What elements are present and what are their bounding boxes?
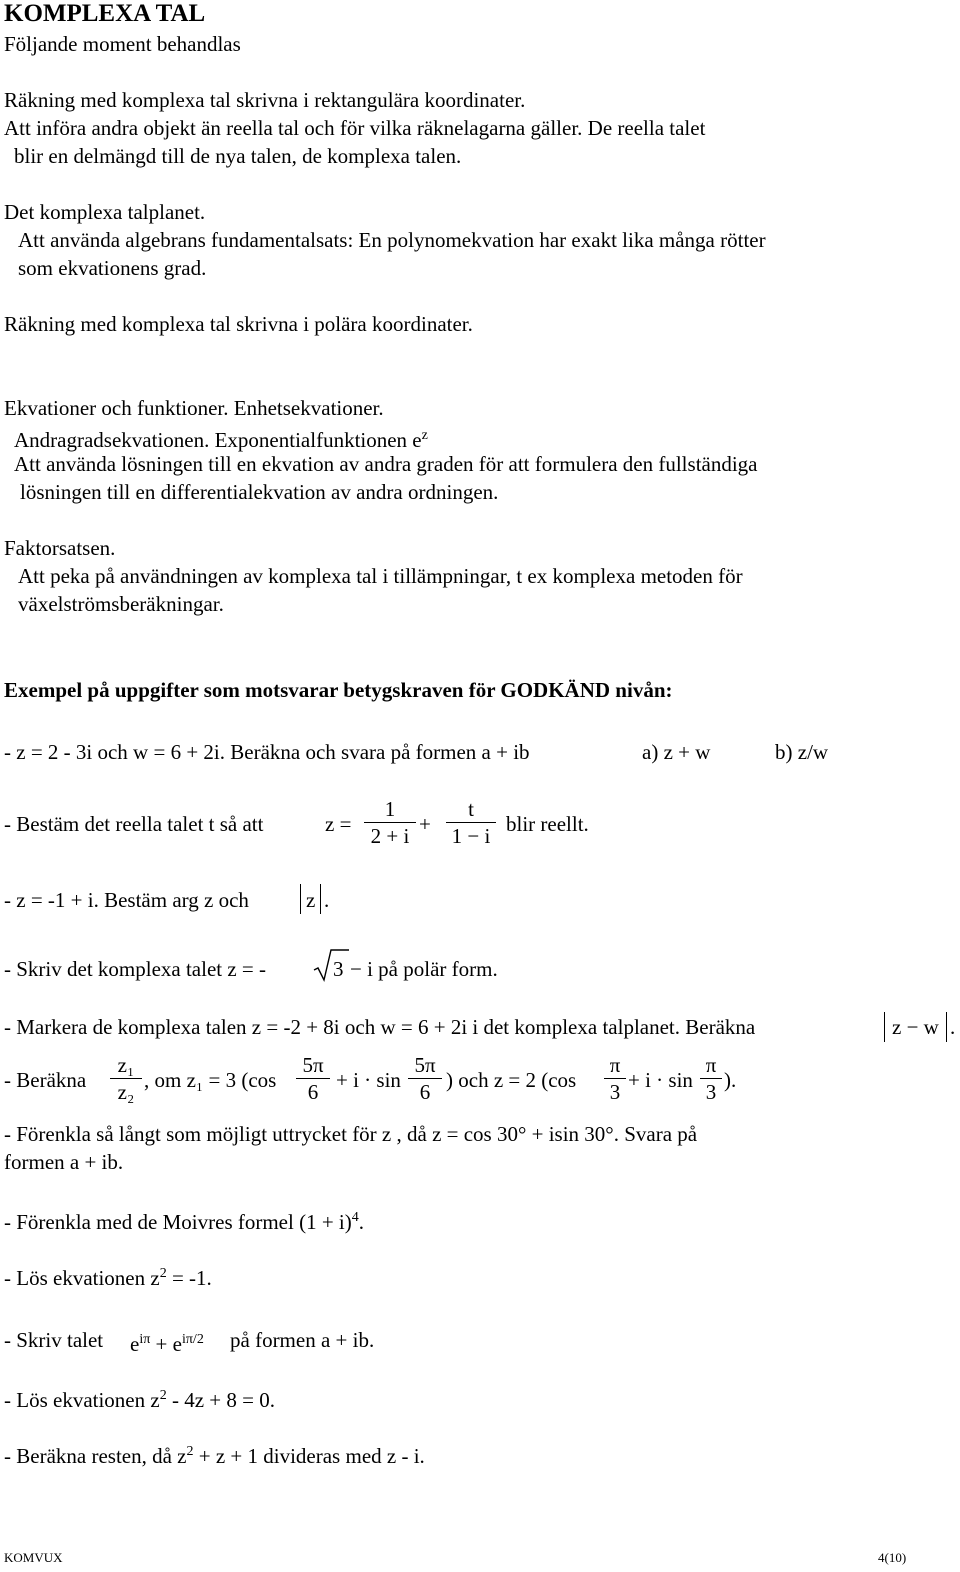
footer-left: KOMVUX xyxy=(4,1550,63,1565)
page-number: 4(10) xyxy=(878,1550,907,1565)
task-3-text: - z = -1 + i. Bestäm arg z och xyxy=(4,888,249,912)
task-10-expr: $e^{i\pi} + e^{i\pi/2}$ xyxy=(130,1332,204,1356)
fraction-pi-3: π 3 xyxy=(604,1052,626,1105)
moment-line: Ekvationer och funktioner. Enhetsekvationer. xyxy=(4,396,384,420)
task-10-post: på formen a + ib. xyxy=(230,1328,375,1352)
moment-line: Det komplexa talplanet. xyxy=(4,200,206,224)
task-4-text: - Skriv det komplexa talet z = - xyxy=(4,957,267,981)
task-4-post: − i på polär form. xyxy=(350,957,498,981)
fraction-5pi-6: 5π 6 xyxy=(408,1052,442,1105)
page-title: KOMPLEXA TAL xyxy=(4,0,206,27)
task-6-text: - Beräkna xyxy=(4,1068,87,1092)
fraction-pi-3: π 3 xyxy=(700,1052,722,1105)
plus-i-sin: + i · sin xyxy=(336,1068,401,1092)
task-2-text: - Bestäm det reella talet t så att xyxy=(4,812,264,836)
moment-line: Att peka på användningen av komplexa tal i tillämpningar, t ex komplexa metoden för xyxy=(18,564,743,588)
moment-line: Att införa andra objekt än reella tal och för vilka räknelagarna gäller. De reella talet xyxy=(4,116,706,140)
task-5-text: - Markera de komplexa talen z = -2 + 8i och w = 6 + 2i i det komplexa talplanet. Beräkna xyxy=(4,1015,756,1039)
task-1-part-a: a) z + w xyxy=(642,740,711,764)
moment-line: som ekvationens grad. xyxy=(18,256,207,280)
task-7-line2: formen a + ib. xyxy=(4,1150,124,1174)
task-3-abs: z xyxy=(306,888,316,912)
fraction-5pi-6: 5π 6 xyxy=(296,1052,330,1105)
task-1: - z = 2 - 3i och w = 6 + 2i. Beräkna och svara på formen a + ib xyxy=(4,740,530,764)
plus-sign: + xyxy=(419,812,431,836)
subtitle: Följande moment behandlas xyxy=(4,32,241,56)
task-2-zeq: z = xyxy=(325,812,352,836)
moment-line: Att använda algebrans fundamentalsats: En polynomekvation har exakt lika många rötter xyxy=(18,228,766,252)
plus-i-sin: + i · sin xyxy=(628,1068,693,1092)
task-12: - Beräkna resten, då $z^2 + z + 1$ divideras med z - i. xyxy=(4,1444,425,1468)
abs-bar-right xyxy=(946,1012,947,1042)
moment-line: Att använda lösningen till en ekvation av andra graden för att formulera den fullständiga xyxy=(14,452,758,476)
fraction-2: t 1 − i xyxy=(446,796,496,849)
task-8: - Förenkla med de Moivres formel $(1 + i)^4$. xyxy=(4,1210,365,1234)
abs-bar-right xyxy=(320,884,321,914)
task-1-part-b: b) z/w xyxy=(775,740,829,764)
fraction-z1-z2: z₁ z₂ xyxy=(110,1052,142,1105)
task-3-post: . xyxy=(324,888,330,912)
task-2-post: blir reellt. xyxy=(506,812,589,836)
moment-line: Andragradsekvationen. Exponentialfunktionen $e^z$ xyxy=(14,428,428,452)
moment-line: Räkning med komplexa tal skrivna i polära koordinater. xyxy=(4,312,473,336)
moment-line: lösningen till en differentialekvation av andra ordningen. xyxy=(20,480,499,504)
task-5-post: . xyxy=(950,1015,956,1039)
abs-bar-left xyxy=(884,1012,885,1042)
task-10-text: - Skriv talet xyxy=(4,1328,104,1352)
task-4-radicand: 3 xyxy=(333,957,344,981)
moment-line: blir en delmängd till de nya talen, de komplexa talen. xyxy=(14,144,462,168)
fraction-1: 1 2 + i xyxy=(364,796,416,849)
abs-bar-left xyxy=(300,884,301,914)
task-6-och: ) och z = 2 (cos xyxy=(446,1068,577,1092)
task-6-mid: , om z₁ = 3 (cos xyxy=(144,1068,277,1092)
task-5-abs: z − w xyxy=(892,1015,939,1039)
sqrt-sign xyxy=(313,948,349,984)
moment-line: Räkning med komplexa tal skrivna i rektangulära koordinater. xyxy=(4,88,526,112)
task-7-line1: - Förenkla så långt som möjligt uttrycket för z , då z = cos 30° + isin 30°. Svara på xyxy=(4,1122,698,1146)
moment-line: växelströmsberäkningar. xyxy=(18,592,224,616)
moment-line: Faktorsatsen. xyxy=(4,536,116,560)
examples-heading: Exempel på uppgifter som motsvarar betygskraven för GODKÄND nivån: xyxy=(4,678,673,702)
task-11: - Lös ekvationen $z^2 - 4z + 8 = 0$. xyxy=(4,1388,275,1412)
task-6-end: ). xyxy=(724,1068,737,1092)
task-9: - Lös ekvationen $z^2 = -1$. xyxy=(4,1266,212,1290)
